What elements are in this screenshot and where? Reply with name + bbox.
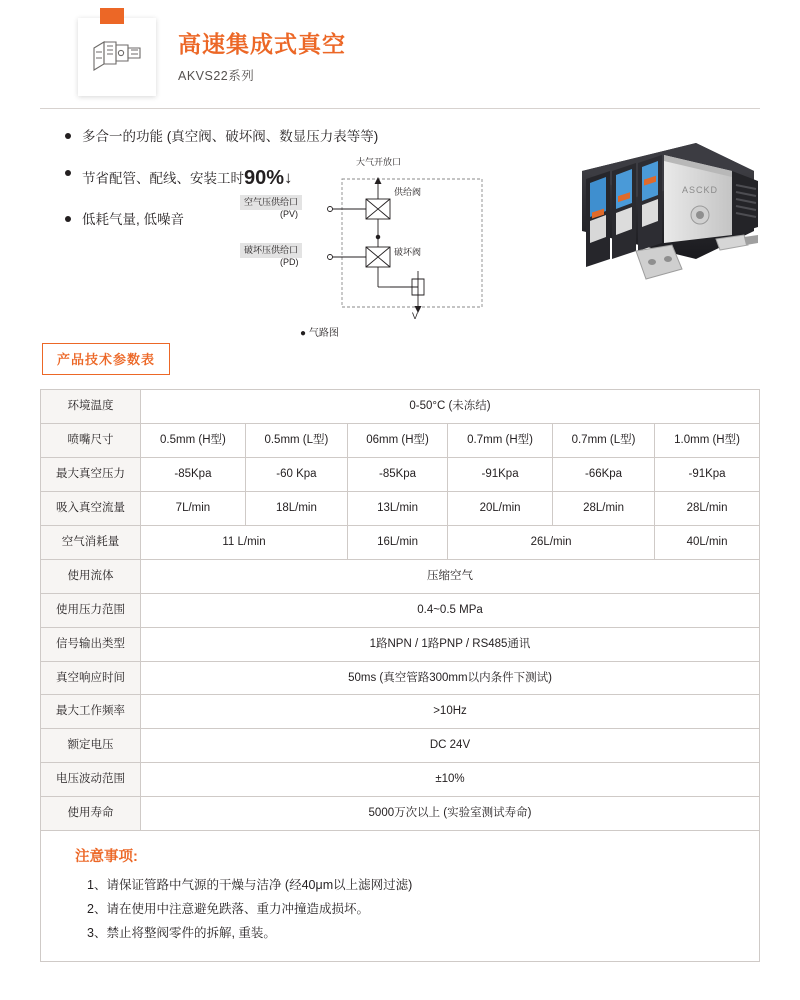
circuit-label-supply-valve: 供给阀 [394,187,422,197]
table-row [41,695,760,729]
bullet-dot-icon [65,216,71,222]
table-row-header: 使用流体 [41,559,141,593]
table-cell: -85Kpa [141,457,246,491]
table-cell: 16L/min [347,525,447,559]
svg-text:ASCKD: ASCKD [682,185,719,195]
table-row-header: 真空响应时间 [41,661,141,695]
table-cell: DC 24V [141,729,760,763]
product-photo-illustration [486,119,766,304]
table-row [41,559,760,593]
table-cell: -91Kpa [655,457,760,491]
circuit-label-vacuum-port: V [412,311,419,321]
table-row [41,797,760,831]
feature-highlight-value: 90% [244,166,285,189]
table-row-header: 空气消耗量 [41,525,141,559]
table-cell: -66Kpa [553,457,655,491]
table-row-header: 电压波动范围 [41,763,141,797]
table-row-header: 额定电压 [41,729,141,763]
table-cell: ±10% [141,763,760,797]
features-section [0,109,800,339]
table-cell: -85Kpa [347,457,447,491]
spec-table-wrap [40,389,760,831]
feature-text: 低耗气量, 低噪音 [82,211,185,227]
table-cell: 5000万次以上 (实验室测试寿命) [141,797,760,831]
notes-list [41,874,759,945]
table-row-header: 环境温度 [41,390,141,424]
bullet-dot-icon [65,133,71,139]
table-row [41,661,760,695]
table-cell: 0.5mm (H型) [141,423,246,457]
circuit-label-atmosphere: 大气开放口 [356,157,402,167]
table-row-header: 使用压力范围 [41,593,141,627]
circuit-caption: ● 气路图 [300,328,339,339]
table-cell: 7L/min [141,491,246,525]
bullet-dot-icon [65,170,71,176]
feature-text: 多合一的功能 (真空阀、破坏阀、数显压力表等等) [82,129,379,144]
circuit-schematic-svg [290,159,510,324]
list-item: 2、请在使用中注意避免跌落、重力冲撞造成损坏。 [87,901,369,916]
product-photo [486,119,766,304]
table-cell: 50ms (真空管路300mm以内条件下测试) [141,661,760,695]
table-cell: 0-50°C (未冻结) [141,390,760,424]
circuit-label-air-supply-code: (PV) [280,209,298,219]
notes-section [40,831,760,962]
circuit-label-break-valve: 破坏阀 [394,247,422,257]
feature-text: 节省配管、配线、安装工时 [82,170,244,186]
table-cell: 0.4~0.5 MPa [141,593,760,627]
table-row-header: 最大工作频率 [41,695,141,729]
table-cell: 28L/min [655,491,760,525]
table-cell: >10Hz [141,695,760,729]
list-item [82,127,412,147]
notes-title: 注意事项: [75,849,138,866]
table-cell: 28L/min [553,491,655,525]
table-row [41,390,760,424]
product-outline-icon [90,36,144,78]
spec-table [40,389,760,831]
circuit-label-break-supply: 破坏压供给口 [240,243,302,258]
table-row-header: 使用寿命 [41,797,141,831]
down-arrow-icon: ↓ [284,167,293,187]
table-cell: 1路NPN / 1路PNP / RS485通讯 [141,627,760,661]
table-row [41,763,760,797]
table-cell: 0.5mm (L型) [245,423,347,457]
section-label-spec-table: 产品技术参数表 [42,343,170,375]
table-row [41,423,760,457]
table-row [41,525,760,559]
table-row [41,457,760,491]
page-title: 高速集成式真空 [178,31,346,57]
table-row [41,491,760,525]
table-row [41,593,760,627]
table-cell: 18L/min [245,491,347,525]
table-row-header: 最大真空压力 [41,457,141,491]
circuit-label-break-supply-code: (PD) [280,257,299,267]
title-block [178,18,760,84]
orange-tab-accent [100,8,124,24]
table-row-header: 吸入真空流量 [41,491,141,525]
table-cell: 1.0mm (H型) [655,423,760,457]
table-row [41,627,760,661]
table-row-header: 喷嘴尺寸 [41,423,141,457]
table-cell: 11 L/min [141,525,348,559]
product-logo-box [78,18,156,96]
table-cell: 40L/min [655,525,760,559]
table-cell: -60 Kpa [245,457,347,491]
list-item: 3、禁止将整阀零件的拆解, 重装。 [87,925,276,940]
table-cell: 26L/min [448,525,655,559]
table-cell: 压缩空气 [141,559,760,593]
table-cell: -91Kpa [448,457,553,491]
table-cell: 20L/min [448,491,553,525]
circuit-label-air-supply: 空气压供给口 [240,195,302,210]
page-subtitle: AKVS22系列 [178,69,255,84]
table-row-header: 信号输出类型 [41,627,141,661]
list-item: 1、请保证管路中气源的干燥与洁净 (经40μm以上滤网过滤) [87,878,413,893]
table-row [41,729,760,763]
table-cell: 13L/min [347,491,447,525]
table-cell: 0.7mm (H型) [448,423,553,457]
page-header [0,0,800,96]
table-cell: 0.7mm (L型) [553,423,655,457]
table-cell: 06mm (H型) [347,423,447,457]
